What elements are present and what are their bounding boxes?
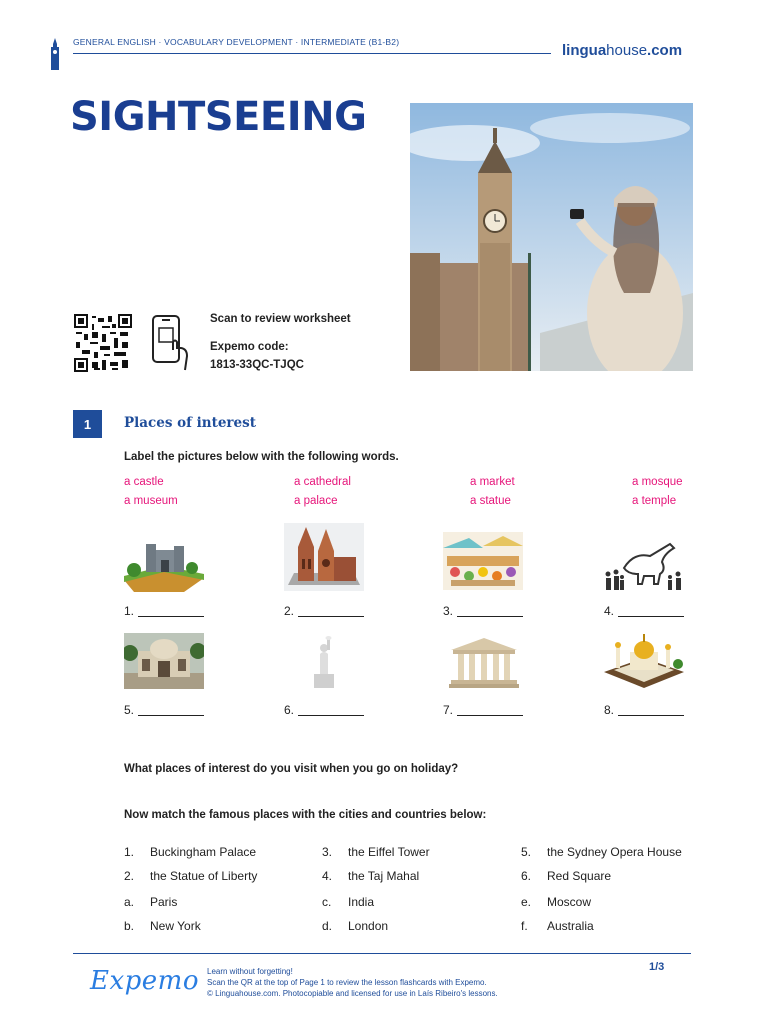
city-item: f. Australia xyxy=(521,919,594,933)
city-item: d. London xyxy=(322,919,389,933)
page-title: SIGHTSEEING xyxy=(70,94,367,140)
word-market: a market xyxy=(470,476,515,488)
logo-text-part2: house xyxy=(606,42,648,59)
mosque-picture xyxy=(604,628,684,688)
word-temple: a temple xyxy=(632,495,677,507)
word-cathedral: a cathedral xyxy=(294,476,351,488)
instruction: Label the pictures below with the following words. xyxy=(124,451,399,463)
museum-picture xyxy=(604,540,684,592)
page-number: 1/3 xyxy=(649,961,665,973)
word-statue: a statue xyxy=(470,495,511,507)
breadcrumb: GENERAL ENGLISH · VOCABULARY DEVELOPMENT · INTERMEDIATE (B1-B2) xyxy=(73,37,400,47)
match-instruction: Now match the famous places with the cities and countries below: xyxy=(124,809,487,821)
city-item: b. New York xyxy=(124,919,201,933)
blank-8[interactable]: 8. xyxy=(604,703,684,717)
place-item: 2. the Statue of Liberty xyxy=(124,869,258,883)
place-item: 6. Red Square xyxy=(521,869,612,883)
footer-copyright: © Linguahouse.com. Photocopiable and licensed for use in Laís Ribeiro's lessons. xyxy=(207,989,498,998)
section-title: Places of interest xyxy=(124,415,256,431)
blank-3[interactable]: 3. xyxy=(443,604,523,618)
blank-6[interactable]: 6. xyxy=(284,703,364,717)
header-rule xyxy=(73,53,551,54)
statue-picture xyxy=(304,636,344,688)
discussion-question: What places of interest do you visit when you go on holiday? xyxy=(124,763,459,775)
castle-picture xyxy=(124,540,204,592)
big-ben-icon xyxy=(50,38,60,70)
blank-5[interactable]: 5. xyxy=(124,703,204,717)
blank-1[interactable]: 1. xyxy=(124,604,204,618)
blank-7[interactable]: 7. xyxy=(443,703,523,717)
section-number: 1 xyxy=(73,410,102,438)
place-item: 1. Buckingham Palace xyxy=(124,845,257,859)
temple-picture xyxy=(449,636,519,688)
city-item: a. Paris xyxy=(124,895,178,909)
scan-text: Scan to review worksheet xyxy=(210,313,351,325)
blank-4[interactable]: 4. xyxy=(604,604,684,618)
logo-text-part1: lingua xyxy=(562,42,607,59)
place-item: 5. the Sydney Opera House xyxy=(521,845,682,859)
hero-photo xyxy=(410,103,693,371)
city-item: c. India xyxy=(322,895,375,909)
logo-text-part3: .com xyxy=(647,42,683,59)
phone-scan-icon xyxy=(151,314,191,372)
expemo-logo: Expemo xyxy=(90,966,199,996)
footer-tagline: Learn without forgetting! xyxy=(207,967,293,976)
palace-picture xyxy=(124,633,204,689)
place-item: 4. the Taj Mahal xyxy=(322,869,420,883)
linguahouse-logo xyxy=(562,42,682,59)
blank-2[interactable]: 2. xyxy=(284,604,364,618)
city-item: e. Moscow xyxy=(521,895,592,909)
word-mosque: a mosque xyxy=(632,476,683,488)
footer-instruction: Scan the QR at the top of Page 1 to review the lesson flashcards with Expemo. xyxy=(207,978,487,987)
footer-rule xyxy=(73,953,691,954)
word-palace: a palace xyxy=(294,495,338,507)
qr-code[interactable] xyxy=(74,314,132,372)
word-museum: a museum xyxy=(124,495,178,507)
expemo-code-label: Expemo code: xyxy=(210,341,289,353)
place-item: 3. the Eiffel Tower xyxy=(322,845,430,859)
expemo-code: 1813-33QC-TJQC xyxy=(210,359,304,371)
cathedral-picture xyxy=(284,523,364,591)
market-picture xyxy=(443,532,523,590)
word-castle: a castle xyxy=(124,476,164,488)
